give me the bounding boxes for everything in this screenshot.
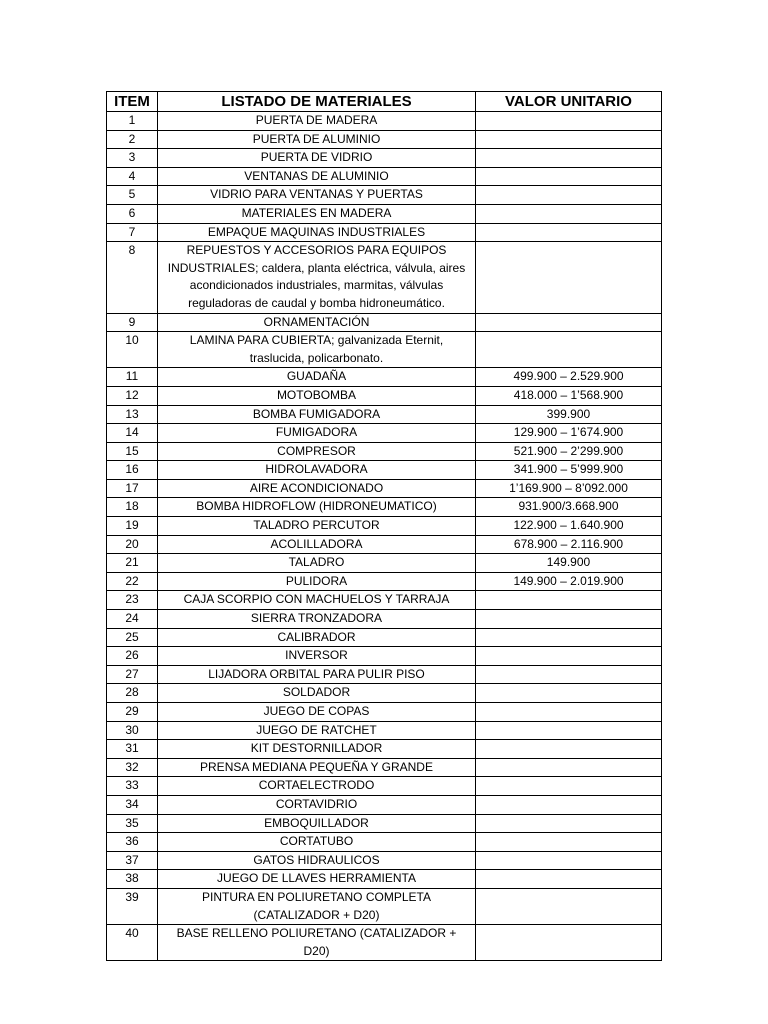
value-cell [476,777,662,796]
item-cell: 3 [107,149,158,168]
material-cell: CORTATUBO [158,833,476,852]
item-cell: 24 [107,610,158,629]
item-cell: 36 [107,833,158,852]
material-cell: PULIDORA [158,572,476,591]
table-row [107,424,662,443]
table-row [107,925,662,961]
item-cell: 33 [107,777,158,796]
table-row [107,517,662,536]
value-cell: 122.900 – 1.640.900 [476,517,662,536]
table-row [107,591,662,610]
value-cell: 149.900 [476,554,662,573]
table-row [107,554,662,573]
value-cell: 418.000 – 1’568.900 [476,386,662,405]
value-cell [476,665,662,684]
table-row [107,795,662,814]
value-cell [476,758,662,777]
value-cell [476,628,662,647]
item-cell: 21 [107,554,158,573]
value-cell [476,313,662,332]
value-cell [476,130,662,149]
item-cell: 19 [107,517,158,536]
materials-table [106,91,662,961]
value-cell: 1’169.900 – 8’092.000 [476,479,662,498]
item-cell: 37 [107,851,158,870]
value-cell: 678.900 – 2.116.900 [476,535,662,554]
header-value: VALOR UNITARIO [476,92,662,112]
value-cell [476,795,662,814]
table-body [107,112,662,961]
header-item: ITEM [107,92,158,112]
value-cell [476,223,662,242]
item-cell: 9 [107,313,158,332]
item-cell: 7 [107,223,158,242]
value-cell [476,870,662,889]
table-row [107,740,662,759]
item-cell: 27 [107,665,158,684]
material-cell: EMPAQUE MAQUINAS INDUSTRIALES [158,223,476,242]
table-row [107,758,662,777]
table-row [107,833,662,852]
item-cell: 8 [107,242,158,313]
value-cell [476,112,662,131]
item-cell: 34 [107,795,158,814]
material-cell: PUERTA DE MADERA [158,112,476,131]
material-cell: GATOS HIDRAULICOS [158,851,476,870]
item-cell: 39 [107,888,158,924]
table-row [107,777,662,796]
material-cell: COMPRESOR [158,442,476,461]
item-cell: 22 [107,572,158,591]
item-cell: 17 [107,479,158,498]
material-cell: JUEGO DE LLAVES HERRAMIENTA [158,870,476,889]
material-cell: PUERTA DE VIDRIO [158,149,476,168]
value-cell [476,204,662,223]
item-cell: 30 [107,721,158,740]
material-cell: CALIBRADOR [158,628,476,647]
table-row [107,242,662,313]
item-cell: 14 [107,424,158,443]
item-cell: 15 [107,442,158,461]
item-cell: 5 [107,186,158,205]
item-cell: 28 [107,684,158,703]
material-cell: AIRE ACONDICIONADO [158,479,476,498]
item-cell: 35 [107,814,158,833]
material-cell: PRENSA MEDIANA PEQUEÑA Y GRANDE [158,758,476,777]
table-row [107,814,662,833]
value-cell: 129.900 – 1’674.900 [476,424,662,443]
material-cell: EMBOQUILLADOR [158,814,476,833]
table-row [107,461,662,480]
value-cell [476,610,662,629]
material-cell: TALADRO PERCUTOR [158,517,476,536]
value-cell: 499.900 – 2.529.900 [476,368,662,387]
item-cell: 40 [107,925,158,961]
material-cell: VENTANAS DE ALUMINIO [158,167,476,186]
item-cell: 2 [107,130,158,149]
value-cell [476,186,662,205]
table-row [107,204,662,223]
material-cell: LIJADORA ORBITAL PARA PULIR PISO [158,665,476,684]
value-cell [476,925,662,961]
table-row [107,610,662,629]
item-cell: 1 [107,112,158,131]
value-cell [476,332,662,368]
item-cell: 11 [107,368,158,387]
material-cell: CAJA SCORPIO CON MACHUELOS Y TARRAJA [158,591,476,610]
table-row [107,703,662,722]
material-cell: INVERSOR [158,647,476,666]
material-cell: GUADAÑA [158,368,476,387]
material-cell: JUEGO DE RATCHET [158,721,476,740]
value-cell [476,888,662,924]
item-cell: 20 [107,535,158,554]
value-cell [476,833,662,852]
material-cell: BOMBA HIDROFLOW (HIDRONEUMATICO) [158,498,476,517]
table-row [107,572,662,591]
table-row [107,386,662,405]
item-cell: 16 [107,461,158,480]
item-cell: 4 [107,167,158,186]
material-cell: SOLDADOR [158,684,476,703]
material-cell: JUEGO DE COPAS [158,703,476,722]
material-cell: VIDRIO PARA VENTANAS Y PUERTAS [158,186,476,205]
material-cell: BASE RELLENO POLIURETANO (CATALIZADOR + D20) [158,925,476,961]
value-cell [476,647,662,666]
table-row [107,167,662,186]
material-cell: ORNAMENTACIÓN [158,313,476,332]
material-cell: FUMIGADORA [158,424,476,443]
value-cell [476,242,662,313]
table-row [107,665,662,684]
item-cell: 18 [107,498,158,517]
table-row [107,405,662,424]
value-cell [476,740,662,759]
material-cell: ACOLILLADORA [158,535,476,554]
value-cell [476,591,662,610]
material-cell: PUERTA DE ALUMINIO [158,130,476,149]
item-cell: 25 [107,628,158,647]
table-row [107,112,662,131]
table-row [107,442,662,461]
material-cell: LAMINA PARA CUBIERTA; galvanizada Eternit, traslucida, policarbonato. [158,332,476,368]
table-row [107,498,662,517]
item-cell: 12 [107,386,158,405]
table-row [107,479,662,498]
table-row [107,223,662,242]
table-header-row [107,92,662,112]
item-cell: 29 [107,703,158,722]
value-cell [476,703,662,722]
item-cell: 38 [107,870,158,889]
item-cell: 6 [107,204,158,223]
table-row [107,332,662,368]
material-cell: BOMBA FUMIGADORA [158,405,476,424]
table-row [107,870,662,889]
item-cell: 26 [107,647,158,666]
material-cell: CORTAELECTRODO [158,777,476,796]
material-cell: REPUESTOS Y ACCESORIOS PARA EQUIPOS INDUSTRIALES; caldera, planta eléctrica, válvula, aires acondicionados industriales, marmitas, válvulas reguladoras de caudal y bomba hidroneumático. [158,242,476,313]
table-row [107,721,662,740]
table-row [107,684,662,703]
value-cell: 399.900 [476,405,662,424]
value-cell [476,814,662,833]
material-cell: CORTAVIDRIO [158,795,476,814]
material-cell: MOTOBOMBA [158,386,476,405]
item-cell: 31 [107,740,158,759]
item-cell: 32 [107,758,158,777]
value-cell [476,684,662,703]
value-cell: 149.900 – 2.019.900 [476,572,662,591]
item-cell: 23 [107,591,158,610]
material-cell: HIDROLAVADORA [158,461,476,480]
material-cell: TALADRO [158,554,476,573]
table-row [107,186,662,205]
value-cell [476,167,662,186]
table-row [107,535,662,554]
table-row [107,851,662,870]
table-row [107,130,662,149]
table-row [107,888,662,924]
material-cell: MATERIALES EN MADERA [158,204,476,223]
table-row [107,149,662,168]
value-cell [476,721,662,740]
material-cell: SIERRA TRONZADORA [158,610,476,629]
header-materials: LISTADO DE MATERIALES [158,92,476,112]
material-cell: KIT DESTORNILLADOR [158,740,476,759]
value-cell: 931.900/3.668.900 [476,498,662,517]
table-row [107,368,662,387]
table-row [107,313,662,332]
value-cell [476,149,662,168]
item-cell: 10 [107,332,158,368]
material-cell: PINTURA EN POLIURETANO COMPLETA (CATALIZADOR + D20) [158,888,476,924]
table-row [107,647,662,666]
item-cell: 13 [107,405,158,424]
value-cell [476,851,662,870]
value-cell: 521.900 – 2’299.900 [476,442,662,461]
table-row [107,628,662,647]
value-cell: 341.900 – 5’999.900 [476,461,662,480]
